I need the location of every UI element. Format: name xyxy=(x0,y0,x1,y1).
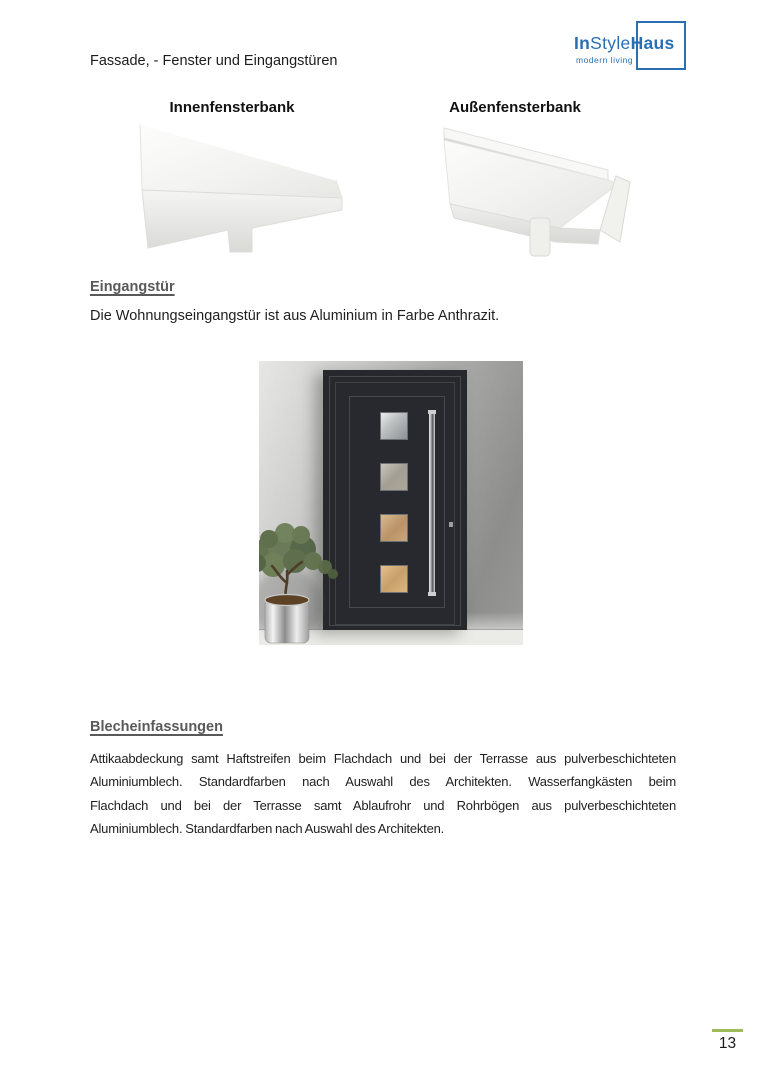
paragraph-line-4: Aluminiumblech. Standardfarben nach Auswahl des Architekten. xyxy=(90,821,445,837)
outer-sill-photo xyxy=(428,120,668,265)
entrance-body-text: Die Wohnungseingangstür ist aus Aluminium in Farbe Anthrazit. xyxy=(90,308,500,324)
door-glass-pane-4 xyxy=(380,565,408,593)
outer-sill-drip-leg xyxy=(530,218,550,256)
logo-part-haus: Haus xyxy=(630,33,675,53)
logo-tagline: modern living xyxy=(576,55,634,65)
sheet-metal-paragraph xyxy=(90,747,676,841)
paragraph-line-1: Attikaabdeckung samt Haftstreifen beim Flachdach und bei der Terrasse aus pulverbeschichteten xyxy=(90,751,676,766)
entrance-door-photo xyxy=(259,361,523,645)
paragraph-line-2: Aluminiumblech. Standardfarben nach Auswahl des Architekten. Wasserfangkästen beim xyxy=(90,774,676,790)
footer-accent-rule xyxy=(712,1029,743,1032)
paragraph-line-3: Flachdach und bei der Terrasse samt Ablaufrohr und Rohrbögen aus pulverbeschichteten xyxy=(90,797,676,813)
inner-sill-front-edge xyxy=(142,190,342,252)
logo-part-style: Style xyxy=(590,33,631,53)
pot-soil xyxy=(265,595,309,606)
section-heading-eingangstuer: Eingangstür xyxy=(90,279,175,295)
heading-aussenfensterbank: Außenfensterbank xyxy=(449,99,581,116)
door-lock-cylinder xyxy=(449,522,453,527)
section-heading-blecheinfassungen: Blecheinfassungen xyxy=(90,719,223,735)
page-number: 13 xyxy=(718,1035,737,1052)
door-glass-pane-3 xyxy=(380,514,408,542)
logo-wordmark xyxy=(574,33,675,54)
heading-innenfensterbank: Innenfensterbank xyxy=(169,99,295,116)
wall-lower-shade xyxy=(467,612,523,630)
inner-sill-top-surface xyxy=(140,124,342,198)
inner-sill-photo xyxy=(112,120,352,265)
logo-part-in: In xyxy=(574,33,591,53)
door-glass-pane-2 xyxy=(380,463,408,491)
instylehaus-logo xyxy=(570,18,695,74)
door-glass-pane-1 xyxy=(380,412,408,440)
potted-plant xyxy=(259,519,355,645)
header-line: Fassade, - Fenster und Eingangstüren xyxy=(90,53,338,69)
foliage xyxy=(259,523,338,579)
door-handle-bar xyxy=(429,413,435,593)
